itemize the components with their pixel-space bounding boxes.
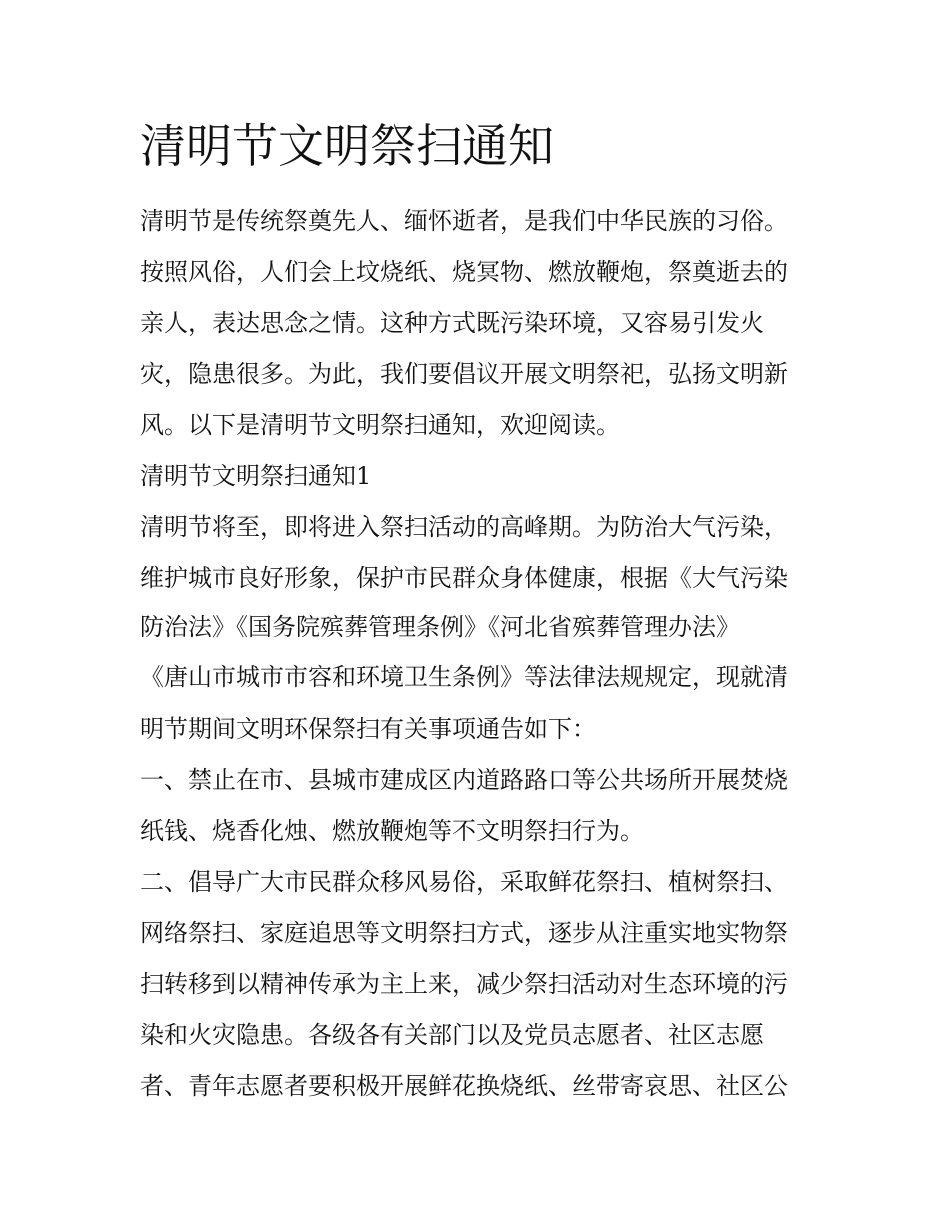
intro-line-1: 清明节是传统祭奠先人、缅怀逝者，是我们中华民族的习俗。 [140, 207, 788, 235]
section-heading: 清明节文明祭扫通知1 [140, 462, 372, 490]
intro-line-2: 按照风俗，人们会上坟烧纸、烧冥物、燃放鞭炮，祭奠逝去的 [140, 258, 788, 286]
body-line-1: 清明节将至，即将进入祭扫活动的高峰期。为防治大气污染， [140, 513, 788, 541]
item-two-line-3: 扫转移到以精神传承为主上来，减少祭扫活动对生态环境的污 [140, 970, 788, 998]
intro-line-4: 灾，隐患很多。为此，我们要倡议开展文明祭祀，弘扬文明新 [140, 360, 788, 388]
item-one-line-1: 一、禁止在市、县城市建成区内道路路口等公共场所开展焚烧 [140, 766, 788, 794]
item-two-line-2: 网络祭扫、家庭追思等文明祭扫方式，逐步从注重实地实物祭 [140, 919, 788, 947]
body-line-4: 《唐山市城市市容和环境卫生条例》等法律法规规定，现就清 [140, 663, 788, 691]
document-title: 清明节文明祭扫通知 [140, 119, 554, 173]
item-two-line-5: 者、青年志愿者要积极开展鲜花换烧纸、丝带寄哀思、社区公 [140, 1072, 788, 1100]
body-line-5: 明节期间文明环保祭扫有关事项通告如下： [140, 715, 596, 743]
item-two-line-4: 染和火灾隐患。各级各有关部门以及党员志愿者、社区志愿 [140, 1021, 764, 1049]
body-line-3: 防治法》《国务院殡葬管理条例》《河北省殡葬管理办法》 [140, 613, 740, 641]
intro-line-3: 亲人，表达思念之情。这种方式既污染环境，又容易引发火 [140, 309, 764, 337]
intro-line-5: 风。以下是清明节文明祭扫通知，欢迎阅读。 [140, 411, 620, 439]
item-one-line-2: 纸钱、烧香化烛、燃放鞭炮等不文明祭扫行为。 [140, 817, 644, 845]
item-two-line-1: 二、倡导广大市民群众移风易俗，采取鲜花祭扫、植树祭扫、 [140, 868, 788, 896]
body-line-2: 维护城市良好形象，保护市民群众身体健康，根据《大气污染 [140, 564, 788, 592]
